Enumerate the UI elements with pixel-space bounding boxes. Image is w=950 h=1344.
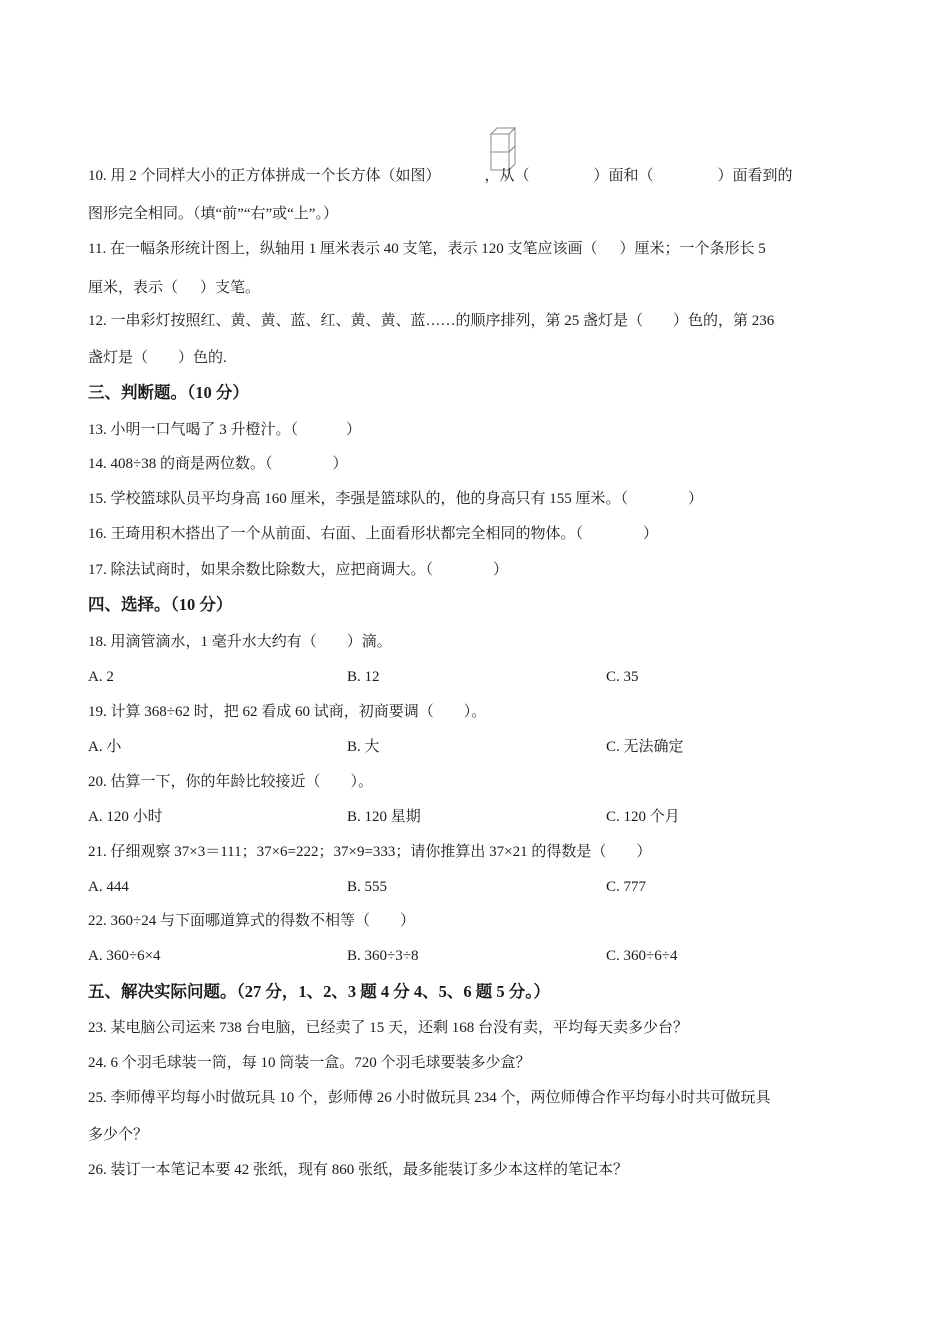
question-18-option-c: C. 35 (606, 669, 639, 685)
question-19: 19. 计算 368÷62 时，把 62 看成 60 试商，初商要调（ ）。 (88, 704, 487, 720)
question-10-line-2: 图形完全相同。（填“前”“右”或“上”。） (88, 206, 338, 222)
question-18-option-b: B. 12 (347, 669, 380, 685)
question-10-text-b: ，从（ (484, 168, 530, 184)
question-12-text: 12. 一串彩灯按照红、黄、黄、蓝、红、黄、黄、蓝……的顺序排列，第 25 盏灯是（ (88, 313, 644, 329)
question-19-option-c: C. 无法确定 (606, 739, 684, 755)
section-3-title: 三、判断题。（10 分） (88, 383, 249, 402)
question-22-option-c: C. 360÷6÷4 (606, 948, 678, 964)
question-12-text-d: ）色的. (178, 350, 227, 366)
question-16 (88, 524, 658, 544)
question-20-option-c: C. 120 个月 (606, 809, 680, 825)
question-11-line-2 (88, 278, 260, 298)
question-10-text-d: ）面看到的 (717, 168, 793, 184)
question-18: 18. 用滴管滴水，1 毫升水大约有（ ）滴。 (88, 634, 392, 650)
question-14 (88, 454, 348, 474)
question-21-option-c: C. 777 (606, 879, 647, 895)
question-16-close: ） (643, 526, 659, 542)
question-10-text: 10. 用 2 个同样大小的正方体拼成一个长方体（如图） (88, 168, 441, 184)
question-20: 20. 估算一下，你的年龄比较接近（ ）。 (88, 774, 374, 790)
question-22-option-a: A. 360÷6×4 (88, 948, 161, 964)
question-17-close: ） (493, 562, 509, 578)
question-13-close: ） (346, 422, 362, 438)
question-12-line-2 (88, 348, 227, 368)
question-11-text: 11. 在一幅条形统计图上，纵轴用 1 厘米表示 40 支笔，表示 120 支笔应该画（ (88, 241, 598, 257)
question-11-line-1 (88, 239, 766, 259)
question-23: 23. 某电脑公司运来 738 台电脑，已经卖了 15 天，还剩 168 台没有卖，平均每天卖多少台？ (88, 1020, 689, 1036)
question-13-text: 13. 小明一口气喝了 3 升橙汁。（ (88, 422, 299, 438)
section-5-title: 五、解决实际问题。（27 分，1、2、3 题 4 分 4、5、6 题 5 分。） (88, 982, 550, 1001)
question-25: 25. 李师傅平均每小时做玩具 10 个，彭师傅 26 小时做玩具 234 个，两位师傅合作平均每小时共可做玩具 (88, 1090, 771, 1106)
question-15-text: 15. 学校篮球队员平均身高 160 厘米，李强是篮球队的，他的身高只有 155 厘米。（ (88, 491, 629, 507)
question-14-text: 14. 408÷38 的商是两位数。（ (88, 456, 273, 472)
question-12-text-c: 盏灯是（ (88, 350, 149, 366)
question-19-option-b: B. 大 (347, 739, 380, 755)
question-22: 22. 360÷24 与下面哪道算式的得数不相等（ ） (88, 913, 415, 929)
question-21: 21. 仔细观察 37×3＝111；37×6=222；37×9=333；请你推算出 37×21 的得数是（ ） (88, 844, 652, 860)
question-12-text-b: ）色的，第 236 (673, 313, 775, 329)
question-14-close: ） (332, 456, 348, 472)
question-18-option-a: A. 2 (88, 669, 114, 685)
question-10-line-1 (88, 166, 793, 186)
question-24: 24. 6 个羽毛球装一筒，每 10 筒装一盒。720 个羽毛球要装多少盒？ (88, 1055, 531, 1071)
question-16-text: 16. 王琦用积木搭出了一个从前面、右面、上面看形状都完全相同的物体。（ (88, 526, 584, 542)
question-10-text-c: ）面和（ (593, 168, 654, 184)
question-11-text-b: ）厘米；一个条形长 5 (619, 241, 766, 257)
question-11-text-d: ）支笔。 (200, 280, 261, 296)
question-13 (88, 420, 361, 440)
question-17 (88, 560, 508, 580)
question-21-option-a: A. 444 (88, 879, 129, 895)
question-22-option-b: B. 360÷3÷8 (347, 948, 419, 964)
question-11-text-c: 厘米，表示（ (88, 280, 179, 296)
question-20-option-b: B. 120 星期 (347, 809, 421, 825)
question-20-option-a: A. 120 小时 (88, 809, 163, 825)
question-26: 26. 装订一本笔记本要 42 张纸，现有 860 张纸，最多能装订多少本这样的笔记本？ (88, 1162, 629, 1178)
question-17-text: 17. 除法试商时，如果余数比除数大，应把商调大。（ (88, 562, 434, 578)
question-12-line-1 (88, 311, 774, 331)
question-19-option-a: A. 小 (88, 739, 122, 755)
question-15 (88, 489, 703, 509)
question-15-close: ） (688, 491, 704, 507)
question-25-continued: 多少个？ (88, 1127, 149, 1143)
question-21-option-b: B. 555 (347, 879, 388, 895)
section-4-title: 四、选择。（10 分） (88, 595, 233, 614)
